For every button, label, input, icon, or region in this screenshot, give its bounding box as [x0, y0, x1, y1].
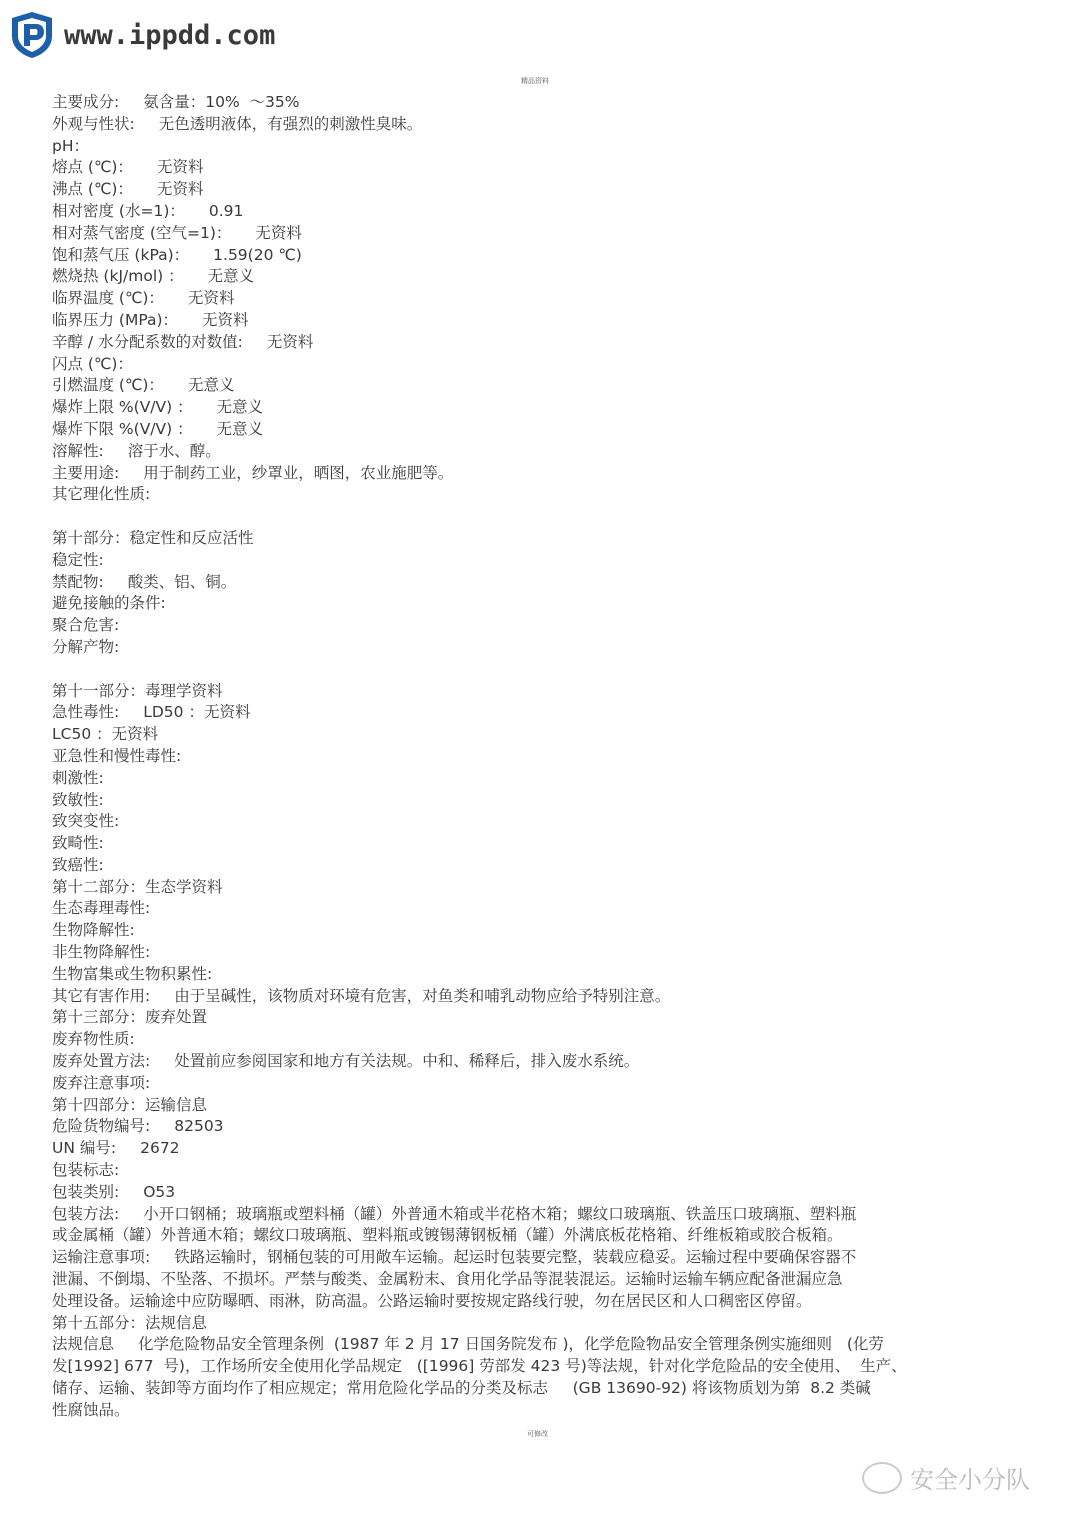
document-line — [52, 245, 1027, 267]
line-label: 废弃处置方法: — [52, 1052, 151, 1071]
document-line — [52, 1051, 1027, 1073]
line-label: 引燃温度 (℃)： — [52, 376, 164, 395]
document-line — [52, 1073, 1027, 1095]
document-line — [52, 310, 1027, 332]
document-line — [52, 1356, 1027, 1378]
document-line — [52, 986, 1027, 1008]
line-label: 生态毒理毒性: — [52, 899, 151, 918]
document-line — [52, 1095, 1027, 1117]
line-label: 熔点 (℃)： — [52, 158, 133, 177]
line-label: UN 编号: — [52, 1139, 117, 1158]
line-value: 处置前应参阅国家和地方有关法规。中和、稀释后，排入废水系统。 — [174, 1052, 640, 1071]
document-line — [52, 179, 1027, 201]
line-label: 刺激性: — [52, 768, 104, 787]
document-line — [52, 572, 1027, 594]
line-label: 亚急性和慢性毒性: — [52, 746, 182, 765]
line-value: 2672 — [140, 1139, 180, 1158]
document-line — [52, 1160, 1027, 1182]
document-line — [52, 332, 1027, 354]
document-line — [52, 1182, 1027, 1204]
line-label: 第十四部分：运输信息 — [52, 1095, 208, 1114]
line-label: 临界温度 (℃)： — [52, 289, 164, 308]
document-line — [52, 441, 1027, 463]
line-value: 无意义 — [187, 376, 235, 395]
line-label: 包装类别: — [52, 1182, 120, 1201]
line-value: 无资料 — [156, 180, 204, 199]
line-label: 或金属桶（罐）外普通木箱；螺纹口玻璃瓶、塑料瓶或镀锡薄钢板桶（罐）外满底板花格箱、纤维板箱或胶合板箱。 — [52, 1226, 843, 1245]
document-line — [52, 266, 1027, 288]
line-label: 废弃物性质: — [52, 1030, 135, 1049]
line-label: 致畸性: — [52, 834, 104, 853]
line-label: 运输注意事项: — [52, 1248, 151, 1267]
line-value: 无资料 — [156, 158, 204, 177]
document-line — [52, 1269, 1027, 1291]
line-label: 饱和蒸气压 (kPa)： — [52, 245, 190, 264]
line-label: 泄漏、不倒塌、不坠落、不损坏。严禁与酸类、金属粉末、食用化学品等混装混运。运输时运输车辆应配备泄漏应急 — [52, 1270, 843, 1289]
line-label: LC50 ：无资料 — [52, 725, 159, 744]
document-line — [52, 898, 1027, 920]
line-value: 无资料 — [187, 289, 235, 308]
line-label: 沸点 (℃)： — [52, 180, 133, 199]
document-line — [52, 484, 1027, 506]
line-label: 其它理化性质: — [52, 485, 151, 504]
document-line — [52, 593, 1027, 615]
line-label: 包装标志: — [52, 1161, 120, 1180]
line-label: 第十部分：稳定性和反应活性 — [52, 528, 254, 547]
line-value: 无意义 — [207, 267, 255, 286]
line-label: 第十一部分：毒理学资料 — [52, 681, 223, 700]
document-line — [52, 201, 1027, 223]
document-line — [52, 942, 1027, 964]
document-line — [52, 768, 1027, 790]
document-line — [52, 506, 1027, 528]
line-value: 铁路运输时，钢桶包装的可用敞车运输。起运时包装要完整，装载应稳妥。运输过程中要确保容器不 — [174, 1248, 857, 1267]
line-label: 致敏性: — [52, 790, 104, 809]
document-line — [52, 724, 1027, 746]
document-line — [52, 790, 1027, 812]
document-line — [52, 157, 1027, 179]
document-line — [52, 419, 1027, 441]
document-line — [52, 1291, 1027, 1313]
line-value: 无资料 — [202, 310, 249, 329]
line-label: 主要成分: — [52, 93, 120, 111]
line-label: 法规信息 — [52, 1335, 115, 1354]
line-label: 相对蒸气密度 (空气=1)： — [52, 223, 232, 242]
line-label: 主要用途: — [52, 463, 120, 482]
line-label: 第十三部分：废弃处置 — [52, 1008, 208, 1027]
line-value: 由于呈碱性，该物质对环境有危害，对鱼类和哺乳动物应给予特别注意。 — [174, 986, 671, 1005]
site-logo — [10, 10, 275, 60]
document-line — [52, 746, 1027, 768]
line-label: 非生物降解性: — [52, 943, 151, 962]
watermark — [862, 1460, 1030, 1495]
document-line — [52, 528, 1027, 550]
line-label: 临界压力 (MPa)： — [52, 310, 179, 329]
line-label: 生物富集或生物积累性: — [52, 964, 213, 983]
line-value: 无意义 — [216, 419, 264, 438]
watermark-text: 安全小分队 — [910, 1466, 1030, 1494]
line-label: 废弃注意事项: — [52, 1073, 151, 1092]
document-line — [52, 877, 1027, 899]
page-header: 精品资料 — [521, 77, 549, 85]
line-label: 包装方法: — [52, 1204, 120, 1223]
line-label: 闪点 (℃)： — [52, 354, 133, 373]
document-line — [52, 855, 1027, 877]
document-body — [52, 92, 1027, 1422]
line-label: 避免接触的条件: — [52, 594, 166, 613]
line-value: O53 — [143, 1182, 176, 1201]
document-line — [52, 1029, 1027, 1051]
document-line — [52, 1313, 1027, 1335]
line-label: 燃烧热 (kJ/mol) ： — [52, 267, 184, 286]
document-line — [52, 397, 1027, 419]
line-label: 辛醇 / 水分配系数的对数值: — [52, 332, 243, 351]
document-line — [52, 223, 1027, 245]
document-line — [52, 92, 1027, 114]
line-label: 相对密度 (水=1)： — [52, 201, 185, 220]
document-line — [52, 681, 1027, 703]
line-label: 外观与性状: — [52, 114, 135, 133]
line-value: 无资料 — [255, 223, 302, 242]
line-value: 无色透明液体，有强烈的刺激性臭味。 — [158, 114, 423, 133]
document-line — [52, 964, 1027, 986]
line-label: 性腐蚀品。 — [52, 1400, 130, 1419]
line-label: 第十二部分：生态学资料 — [52, 877, 223, 896]
document-line — [52, 550, 1027, 572]
line-label: 其它有害作用: — [52, 986, 151, 1005]
document-line — [52, 615, 1027, 637]
document-line — [52, 637, 1027, 659]
logo-text: www.ippdd.com — [64, 19, 276, 51]
document-line — [52, 136, 1027, 158]
line-label: pH： — [52, 136, 89, 155]
document-line — [52, 702, 1027, 724]
line-value: LD50 ：无资料 — [143, 703, 251, 722]
line-value: 溶于水、醇。 — [127, 441, 221, 460]
document-line — [52, 1247, 1027, 1269]
line-value: 用于制药工业，纱罩业，晒图，农业施肥等。 — [143, 463, 454, 482]
line-label: 第十五部分：法规信息 — [52, 1313, 208, 1332]
document-line — [52, 354, 1027, 376]
document-line — [52, 1116, 1027, 1138]
line-label: 急性毒性: — [52, 703, 120, 722]
document-line — [52, 1378, 1027, 1400]
document-line — [52, 375, 1027, 397]
line-label: 致癌性: — [52, 855, 104, 874]
line-label: 储存、运输、装卸等方面均作了相应规定；常用危险化学品的分类及标志 (GB 13690-92) 将该物质划为第 8.2 类碱 — [52, 1379, 871, 1398]
document-line — [52, 1334, 1027, 1356]
line-label: 聚合危害: — [52, 616, 120, 635]
document-line — [52, 1138, 1027, 1160]
line-label: 处理设备。运输途中应防曝晒、雨淋，防高温。公路运输时要按规定路线行驶，勿在居民区和人口稠密区停留。 — [52, 1291, 812, 1310]
page-footer: 可修改 — [527, 1430, 548, 1438]
line-value: 1.59(20 ℃) — [213, 245, 302, 264]
line-label: 分解产物: — [52, 637, 120, 656]
line-label: 爆炸上限 %(V/V) ： — [52, 398, 193, 417]
line-label: 稳定性: — [52, 550, 104, 569]
wechat-icon — [862, 1462, 902, 1494]
document-line — [52, 1007, 1027, 1029]
line-value: 无意义 — [216, 398, 264, 417]
document-line — [52, 114, 1027, 136]
line-label: 溶解性: — [52, 441, 104, 460]
line-value: 小开口钢桶；玻璃瓶或塑料桶（罐）外普通木箱或半花格木箱；螺纹口玻璃瓶、铁盖压口玻璃瓶、塑料瓶 — [143, 1204, 857, 1223]
line-value: 82503 — [174, 1117, 224, 1136]
line-label: 生物降解性: — [52, 921, 135, 940]
shield-logo-icon — [10, 10, 54, 60]
document-line — [52, 1204, 1027, 1226]
document-line — [52, 659, 1027, 681]
document-line — [52, 811, 1027, 833]
document-line — [52, 920, 1027, 942]
document-line — [52, 463, 1027, 485]
line-value: 化学危险物品安全管理条例 (1987 年 2 月 17 日国务院发布 )，化学危险物品安全管理条例实施细则 (化劳 — [138, 1335, 884, 1354]
document-line — [52, 1225, 1027, 1247]
line-label: 致突变性: — [52, 812, 120, 831]
line-label: 发[1992] 677 号)，工作场所安全使用化学品规定 ([1996] 劳部发 423 号)等法规，针对化学危险品的安全使用、 生产、 — [52, 1357, 907, 1376]
line-value: 氨含量：10% ～35% — [143, 93, 300, 111]
document-line — [52, 288, 1027, 310]
document-line — [52, 1400, 1027, 1422]
line-value: 酸类、铝、铜。 — [127, 572, 237, 591]
line-label: 危险货物编号: — [52, 1117, 151, 1136]
line-value: 0.91 — [208, 201, 244, 220]
line-label: 禁配物: — [52, 572, 104, 591]
line-label: 爆炸下限 %(V/V) ： — [52, 419, 193, 438]
document-line — [52, 833, 1027, 855]
line-value: 无资料 — [266, 332, 314, 351]
